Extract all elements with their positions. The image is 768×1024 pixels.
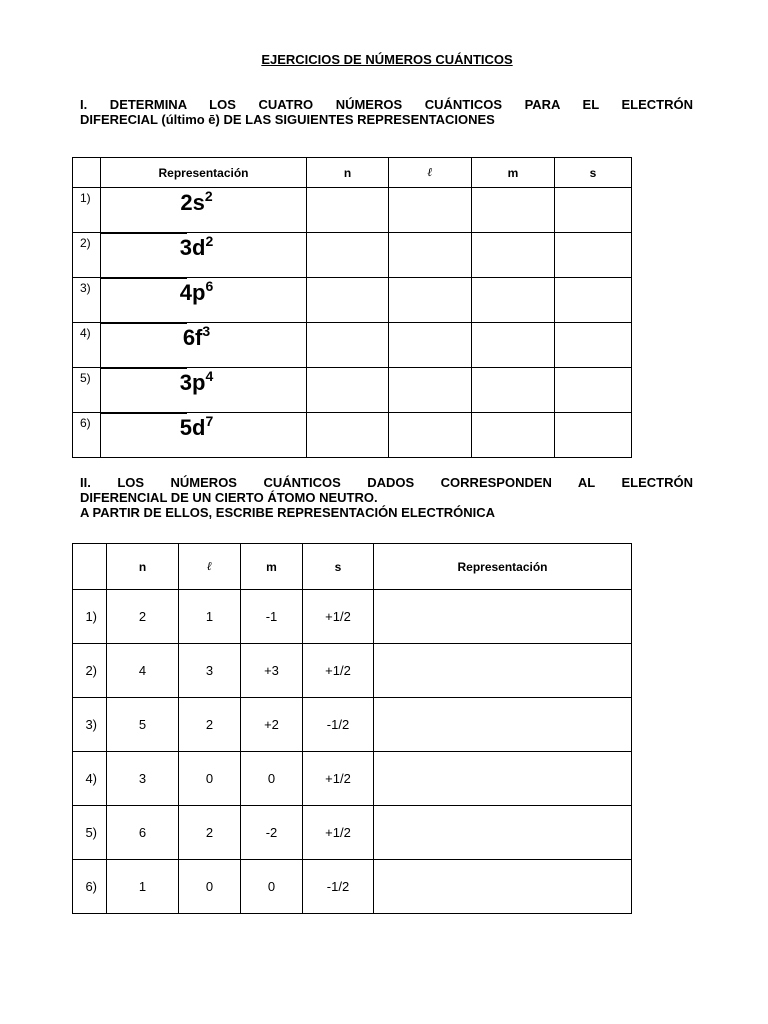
row-number: 6) (73, 413, 101, 458)
row-divider (101, 278, 187, 279)
n-value: 3 (107, 752, 179, 806)
answer-s-cell[interactable] (555, 323, 632, 368)
table-row (73, 860, 632, 914)
s-value: +1/2 (303, 590, 374, 644)
table-row (73, 188, 632, 233)
config-base: 3p (179, 370, 206, 395)
config-base: 3d (179, 235, 206, 260)
answer-l-cell[interactable] (389, 188, 472, 233)
representation-cell (101, 323, 307, 368)
s-value: +1/2 (303, 752, 374, 806)
answer-s-cell[interactable] (555, 278, 632, 323)
table-row (73, 644, 632, 698)
representation-cell (101, 188, 307, 233)
m-value: +3 (241, 644, 303, 698)
answer-representation-cell[interactable] (374, 806, 632, 860)
row-divider (101, 323, 187, 324)
s-value: +1/2 (303, 644, 374, 698)
row-number: 2) (73, 233, 101, 278)
table-2-header-m: m (241, 544, 303, 590)
n-value: 4 (107, 644, 179, 698)
page-title: EJERCICIOS DE NÚMEROS CUÁNTICOS (261, 52, 513, 67)
answer-l-cell[interactable] (389, 413, 472, 458)
section-1-instructions (80, 97, 693, 127)
l-value: 1 (179, 590, 241, 644)
electron-configuration (101, 325, 306, 351)
table-1-header-n: n (307, 158, 389, 188)
answer-l-cell[interactable] (389, 278, 472, 323)
l-value: 0 (179, 752, 241, 806)
table-row (73, 368, 632, 413)
answer-s-cell[interactable] (555, 233, 632, 278)
table-2-header-l: ℓ (179, 544, 241, 590)
representation-cell (101, 233, 307, 278)
table-2-header-s: s (303, 544, 374, 590)
row-divider (101, 233, 187, 234)
config-exponent: 6 (205, 278, 214, 294)
config-base: 2s (180, 190, 205, 215)
table-2-header-representacion: Representación (374, 544, 632, 590)
section-1-line-2: DIFERECIAL (último ē) DE LAS SIGUIENTES REPRESENTACIONES (80, 112, 495, 127)
section-2-line-1: II. LOS NÚMEROS CUÁNTICOS DADOS CORRESPONDEN AL ELECTRÓN (80, 475, 693, 490)
row-number: 1) (73, 590, 107, 644)
row-number: 5) (73, 368, 101, 413)
answer-representation-cell[interactable] (374, 698, 632, 752)
electron-configuration (101, 415, 306, 441)
answer-s-cell[interactable] (555, 188, 632, 233)
s-value: -1/2 (303, 698, 374, 752)
answer-l-cell[interactable] (389, 233, 472, 278)
row-number: 6) (73, 860, 107, 914)
table-1-header-l: ℓ (389, 158, 472, 188)
answer-m-cell[interactable] (472, 413, 555, 458)
row-number: 2) (73, 644, 107, 698)
table-1-header-m: m (472, 158, 555, 188)
answer-n-cell[interactable] (307, 188, 389, 233)
table-row (73, 413, 632, 458)
n-value: 1 (107, 860, 179, 914)
table-1-header-s: s (555, 158, 632, 188)
table-2-header-n: n (107, 544, 179, 590)
config-exponent: 3 (202, 323, 211, 339)
row-number: 1) (73, 188, 101, 233)
table-row (73, 806, 632, 860)
row-number: 5) (73, 806, 107, 860)
answer-representation-cell[interactable] (374, 644, 632, 698)
row-number: 3) (73, 698, 107, 752)
row-divider (101, 413, 187, 414)
row-divider (101, 368, 187, 369)
n-value: 2 (107, 590, 179, 644)
answer-n-cell[interactable] (307, 413, 389, 458)
l-value: 2 (179, 698, 241, 752)
config-exponent: 4 (205, 368, 214, 384)
answer-m-cell[interactable] (472, 233, 555, 278)
table-1-header-row (73, 158, 632, 188)
table-quantum-numbers (72, 543, 632, 914)
electron-configuration (101, 280, 306, 306)
m-value: +2 (241, 698, 303, 752)
table-row (73, 752, 632, 806)
n-value: 6 (107, 806, 179, 860)
table-row (73, 233, 632, 278)
l-value: 3 (179, 644, 241, 698)
table-row (73, 698, 632, 752)
n-value: 5 (107, 698, 179, 752)
table-row (73, 590, 632, 644)
s-value: +1/2 (303, 806, 374, 860)
l-value: 2 (179, 806, 241, 860)
m-value: 0 (241, 752, 303, 806)
config-exponent: 2 (205, 233, 214, 249)
config-exponent: 2 (204, 188, 213, 204)
answer-m-cell[interactable] (472, 188, 555, 233)
table-representations (72, 157, 632, 458)
config-base: 6f (182, 325, 203, 350)
electron-configuration (101, 370, 306, 396)
answer-m-cell[interactable] (472, 278, 555, 323)
answer-representation-cell[interactable] (374, 752, 632, 806)
answer-m-cell[interactable] (472, 323, 555, 368)
representation-cell (101, 368, 307, 413)
section-2-instructions (80, 475, 693, 520)
m-value: -1 (241, 590, 303, 644)
answer-m-cell[interactable] (472, 368, 555, 413)
table-row (73, 323, 632, 368)
representation-cell (101, 278, 307, 323)
answer-n-cell[interactable] (307, 233, 389, 278)
table-1-header-representacion: Representación (101, 158, 307, 188)
answer-s-cell[interactable] (555, 368, 632, 413)
answer-representation-cell[interactable] (374, 590, 632, 644)
answer-s-cell[interactable] (555, 413, 632, 458)
m-value: -2 (241, 806, 303, 860)
config-base: 4p (179, 280, 206, 305)
electron-configuration (101, 235, 306, 261)
answer-n-cell[interactable] (307, 323, 389, 368)
m-value: 0 (241, 860, 303, 914)
s-value: -1/2 (303, 860, 374, 914)
answer-l-cell[interactable] (389, 323, 472, 368)
config-exponent: 7 (205, 413, 214, 429)
table-2-header-blank (73, 544, 107, 590)
answer-n-cell[interactable] (307, 368, 389, 413)
table-1-header-blank (73, 158, 101, 188)
row-number: 4) (73, 323, 101, 368)
l-value: 0 (179, 860, 241, 914)
row-number: 4) (73, 752, 107, 806)
section-2-line-3: A PARTIR DE ELLOS, ESCRIBE REPRESENTACIÓN ELECTRÓNICA (80, 505, 496, 520)
row-number: 3) (73, 278, 101, 323)
table-row (73, 278, 632, 323)
config-base: 5d (179, 415, 206, 440)
table-2-header-row (73, 544, 632, 590)
section-1-line-1: I. DETERMINA LOS CUATRO NÚMEROS CUÁNTICOS PARA EL ELECTRÓN (80, 97, 693, 112)
electron-configuration (101, 190, 306, 216)
answer-l-cell[interactable] (389, 368, 472, 413)
answer-representation-cell[interactable] (374, 860, 632, 914)
section-2-line-2: DIFERENCIAL DE UN CIERTO ÁTOMO NEUTRO. (80, 490, 378, 505)
answer-n-cell[interactable] (307, 278, 389, 323)
representation-cell (101, 413, 307, 458)
